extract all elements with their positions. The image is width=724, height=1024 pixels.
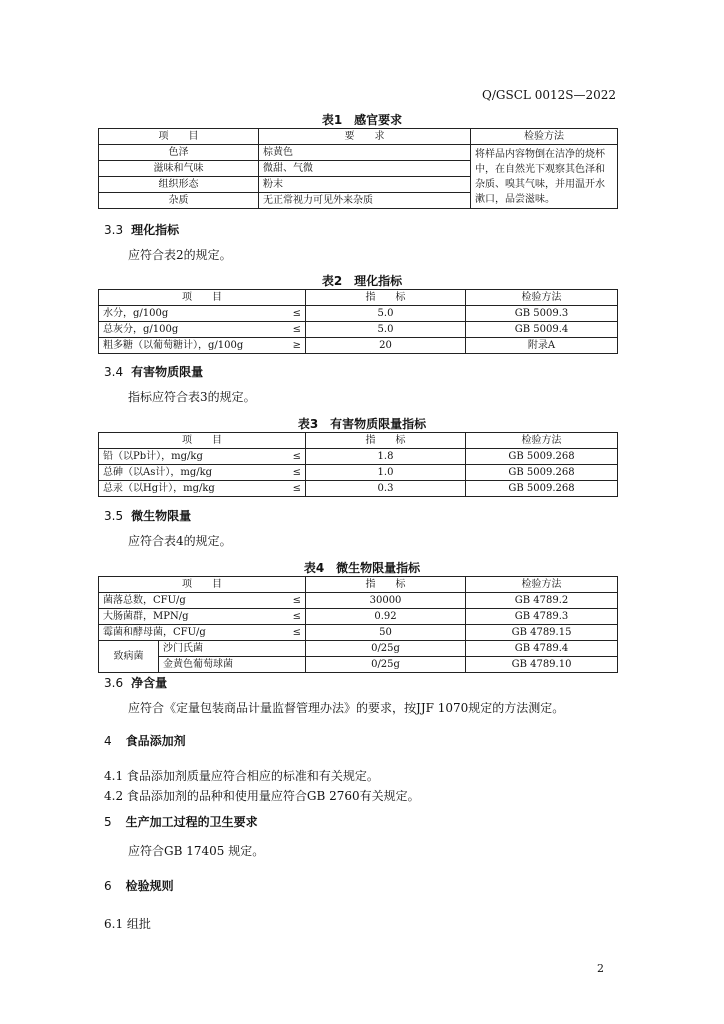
table-row xyxy=(99,481,618,497)
table1-cell: 粉末 xyxy=(259,177,471,193)
table3-cell: 1.0 xyxy=(306,465,466,481)
table4-pathogen-label: 致病菌 xyxy=(99,641,159,673)
table2 xyxy=(98,289,618,354)
table1-method: 将样品内容物倒在洁净的烧杯中，在自然光下观察其色泽和杂质、嗅其气味，并用温开水漱口，品尝滋味。 xyxy=(471,145,618,209)
table1-cell: 色泽 xyxy=(99,145,259,161)
section-title: 有害物质限量 xyxy=(131,365,204,379)
table3-header-value: 指 标 xyxy=(306,433,466,449)
section-3-3-text: 应符合表2的规定。 xyxy=(128,248,232,262)
section-6-heading xyxy=(104,877,174,894)
table3-cell: 0.3 xyxy=(306,481,466,497)
section-number: 4 xyxy=(104,734,112,748)
section-number: 6 xyxy=(104,879,112,893)
section-3-4-heading xyxy=(104,363,203,380)
table3 xyxy=(98,432,618,497)
table4-cell: 30000 xyxy=(306,593,466,609)
table4-cell: GB 4789.10 xyxy=(466,657,618,673)
table2-cell: GB 5009.4 xyxy=(466,322,618,338)
table2-caption: 表2 理化指标 xyxy=(321,274,403,288)
table-row xyxy=(99,145,618,161)
table-row xyxy=(99,306,618,322)
table3-cell: GB 5009.268 xyxy=(466,449,618,465)
section-6-1-heading: 6.1 组批 xyxy=(104,917,151,931)
table3-cell: 铅（以Pb计），mg/kg xyxy=(99,449,279,465)
section-3-5-heading xyxy=(104,507,191,524)
table2-cell: GB 5009.3 xyxy=(466,306,618,322)
table4-cell: 大肠菌群，MPN/g xyxy=(99,609,279,625)
section-title: 理化指标 xyxy=(131,223,180,237)
table3-header-method: 检验方法 xyxy=(466,433,618,449)
table2-cell: 5.0 xyxy=(306,322,466,338)
table4-header-method: 检验方法 xyxy=(466,577,618,593)
table1-cell: 组织形态 xyxy=(99,177,259,193)
table-row xyxy=(99,625,618,641)
table4 xyxy=(98,576,618,673)
section-3-3-heading xyxy=(104,221,179,238)
table2-cell: 20 xyxy=(306,338,466,354)
table4-cell: 霉菌和酵母菌，CFU/g xyxy=(99,625,279,641)
table3-cell: 总汞（以Hg计），mg/kg xyxy=(99,481,279,497)
section-4-1-text: 4.1 食品添加剂质量应符合相应的标准和有关规定。 xyxy=(104,769,379,783)
table4-cell: ≤ xyxy=(279,593,306,609)
table3-cell: GB 5009.268 xyxy=(466,465,618,481)
table4-caption: 表4 微生物限量指标 xyxy=(303,561,421,575)
section-number: 3.6 xyxy=(104,676,124,690)
table2-cell: ≤ xyxy=(279,306,306,322)
table4-header-value: 指 标 xyxy=(306,577,466,593)
table2-cell: 粗多糖（以葡萄糖计），g/100g xyxy=(99,338,279,354)
table2-cell: 总灰分，g/100g xyxy=(99,322,279,338)
section-4-2-text: 4.2 食品添加剂的品种和使用量应符合GB 2760有关规定。 xyxy=(104,789,420,803)
table4-cell: 0.92 xyxy=(306,609,466,625)
table4-cell: GB 4789.3 xyxy=(466,609,618,625)
table4-cell: 沙门氏菌 xyxy=(159,641,306,657)
table3-cell: 1.8 xyxy=(306,449,466,465)
table-row xyxy=(99,449,618,465)
table1-cell: 滋味和气味 xyxy=(99,161,259,177)
table1-header-item: 项 目 xyxy=(99,129,259,145)
table2-cell: 5.0 xyxy=(306,306,466,322)
table2-header-method: 检验方法 xyxy=(466,290,618,306)
table3-header-item: 项 目 xyxy=(99,433,306,449)
section-5-heading xyxy=(104,813,258,830)
section-3-5-text: 应符合表4的规定。 xyxy=(128,534,232,548)
table1-cell: 杂质 xyxy=(99,193,259,209)
section-title: 净含量 xyxy=(131,676,168,690)
table1-header-method: 检验方法 xyxy=(471,129,618,145)
section-number: 5 xyxy=(104,815,112,829)
table1-cell: 棕黄色 xyxy=(259,145,471,161)
section-5-text: 应符合GB 17405 规定。 xyxy=(128,844,265,858)
table3-caption: 表3 有害物质限量指标 xyxy=(297,417,427,431)
table4-cell: ≤ xyxy=(279,625,306,641)
section-3-6-heading xyxy=(104,674,167,691)
table1-caption: 表1 感官要求 xyxy=(321,113,403,127)
table4-cell: GB 4789.15 xyxy=(466,625,618,641)
table4-cell: 0/25g xyxy=(306,641,466,657)
table2-header-value: 指 标 xyxy=(306,290,466,306)
section-title: 生产加工过程的卫生要求 xyxy=(125,815,258,829)
table1-cell: 微甜、气微 xyxy=(259,161,471,177)
table2-cell: ≥ xyxy=(279,338,306,354)
table4-header-item: 项 目 xyxy=(99,577,306,593)
section-title: 食品添加剂 xyxy=(125,734,186,748)
table-row xyxy=(99,593,618,609)
table4-cell: ≤ xyxy=(279,609,306,625)
table3-cell: GB 5009.268 xyxy=(466,481,618,497)
standard-code: Q/GSCL 0012S—2022 xyxy=(482,88,616,102)
table-row xyxy=(99,609,618,625)
table2-cell: ≤ xyxy=(279,322,306,338)
table2-cell: 水分，g/100g xyxy=(99,306,279,322)
table2-header-item: 项 目 xyxy=(99,290,306,306)
table3-cell: ≤ xyxy=(279,481,306,497)
section-number: 3.3 xyxy=(104,223,124,237)
page-number: 2 xyxy=(597,962,604,975)
section-4-heading xyxy=(104,732,186,749)
table4-cell: GB 4789.2 xyxy=(466,593,618,609)
table4-cell: 金黄色葡萄球菌 xyxy=(159,657,306,673)
table1-cell: 无正常视力可见外来杂质 xyxy=(259,193,471,209)
table3-cell: ≤ xyxy=(279,465,306,481)
table4-cell: GB 4789.4 xyxy=(466,641,618,657)
table1-header-requirement: 要 求 xyxy=(259,129,471,145)
table-row xyxy=(99,338,618,354)
table1 xyxy=(98,128,618,209)
table-row xyxy=(99,641,618,657)
table4-cell: 菌落总数，CFU/g xyxy=(99,593,279,609)
table4-cell: 0/25g xyxy=(306,657,466,673)
section-number: 3.4 xyxy=(104,365,124,379)
table-row xyxy=(99,465,618,481)
table4-cell: 50 xyxy=(306,625,466,641)
table3-cell: ≤ xyxy=(279,449,306,465)
section-number: 3.5 xyxy=(104,509,124,523)
table-row xyxy=(99,322,618,338)
section-3-4-text: 指标应符合表3的规定。 xyxy=(128,390,256,404)
table3-cell: 总砷（以As计），mg/kg xyxy=(99,465,279,481)
table-row xyxy=(99,657,618,673)
section-title: 微生物限量 xyxy=(131,509,192,523)
section-3-6-text: 应符合《定量包装商品计量监督管理办法》的要求，按JJF 1070规定的方法测定。 xyxy=(128,701,565,715)
table2-cell: 附录A xyxy=(466,338,618,354)
section-title: 检验规则 xyxy=(125,879,174,893)
